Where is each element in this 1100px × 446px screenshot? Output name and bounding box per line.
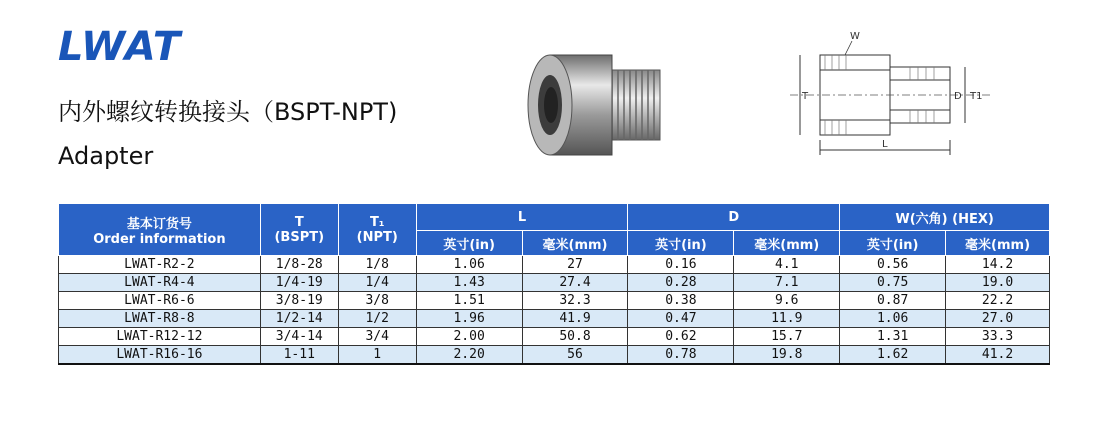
header-w-mm: 毫米(mm) (946, 231, 1050, 256)
cell-w-in: 1.31 (840, 328, 946, 346)
header-t-sub: (BSPT) (274, 229, 325, 245)
cell-w-mm: 41.2 (946, 346, 1050, 365)
table-row (59, 292, 1050, 310)
header-order-cn: 基本订货号 (126, 216, 192, 232)
cell-w-in: 1.62 (840, 346, 946, 365)
cell-d-mm: 11.9 (734, 310, 840, 328)
cell-l-in: 2.20 (416, 346, 522, 365)
cell-t1-thread: 1/4 (338, 274, 416, 292)
cell-t-thread: 1/8-28 (260, 256, 338, 274)
header-w-hex: W(六角) (HEX) (840, 204, 1050, 231)
cell-d-in: 0.78 (628, 346, 734, 365)
d-label: D (954, 91, 962, 102)
dimension-drawing (790, 25, 1000, 165)
cell-w-in: 0.56 (840, 256, 946, 274)
cell-order-number: LWAT-R16-16 (59, 346, 261, 365)
table-row (59, 328, 1050, 346)
cell-t-thread: 3/4-14 (260, 328, 338, 346)
cell-order-number: LWAT-R2-2 (59, 256, 261, 274)
cell-t-thread: 3/8-19 (260, 292, 338, 310)
cell-d-in: 0.38 (628, 292, 734, 310)
product-photo (520, 35, 670, 175)
product-title-cn: 内外螺纹转换接头（BSPT-NPT) (58, 98, 398, 126)
cell-w-mm: 14.2 (946, 256, 1050, 274)
cell-l-mm: 56 (522, 346, 628, 365)
cell-l-mm: 27.4 (522, 274, 628, 292)
header-order-en: Order information (93, 231, 226, 247)
w-label: W (850, 31, 860, 42)
header-t1-label: T₁ (369, 214, 385, 230)
cell-t1-thread: 1 (338, 346, 416, 365)
cell-t1-thread: 3/8 (338, 292, 416, 310)
cell-l-in: 1.51 (416, 292, 522, 310)
cell-l-in: 2.00 (416, 328, 522, 346)
cell-l-mm: 41.9 (522, 310, 628, 328)
cell-w-mm: 19.0 (946, 274, 1050, 292)
header-l: L (416, 204, 628, 231)
cell-t1-thread: 1/2 (338, 310, 416, 328)
cell-l-in: 1.06 (416, 256, 522, 274)
cell-d-mm: 19.8 (734, 346, 840, 365)
cell-order-number: LWAT-R8-8 (59, 310, 261, 328)
cell-order-number: LWAT-R6-6 (59, 292, 261, 310)
cell-d-mm: 4.1 (734, 256, 840, 274)
cell-w-in: 1.06 (840, 310, 946, 328)
brand-logo: LWAT (58, 24, 182, 70)
specification-table (58, 203, 1050, 365)
cell-d-in: 0.28 (628, 274, 734, 292)
cell-t1-thread: 3/4 (338, 328, 416, 346)
header-t1 (338, 204, 416, 256)
cell-order-number: LWAT-R4-4 (59, 274, 261, 292)
cell-l-mm: 50.8 (522, 328, 628, 346)
header-t (260, 204, 338, 256)
t1-label: T1 (970, 91, 983, 102)
header-d-mm: 毫米(mm) (734, 231, 840, 256)
table-row (59, 346, 1050, 365)
product-title-en: Adapter (58, 142, 154, 170)
cell-w-in: 0.87 (840, 292, 946, 310)
cell-d-mm: 9.6 (734, 292, 840, 310)
l-label: L (882, 139, 888, 150)
header-order-info (59, 204, 261, 256)
cell-d-mm: 7.1 (734, 274, 840, 292)
header-l-mm: 毫米(mm) (522, 231, 628, 256)
table-row (59, 256, 1050, 274)
cell-w-mm: 33.3 (946, 328, 1050, 346)
cell-d-in: 0.62 (628, 328, 734, 346)
t-label: T (802, 91, 809, 102)
cell-l-mm: 27 (522, 256, 628, 274)
header-w-in: 英寸(in) (840, 231, 946, 256)
cell-t-thread: 1-11 (260, 346, 338, 365)
header-d-in: 英寸(in) (628, 231, 734, 256)
cell-l-in: 1.43 (416, 274, 522, 292)
cell-t-thread: 1/4-19 (260, 274, 338, 292)
cell-w-mm: 22.2 (946, 292, 1050, 310)
table-row (59, 310, 1050, 328)
cell-d-in: 0.47 (628, 310, 734, 328)
cell-l-in: 1.96 (416, 310, 522, 328)
header-t-label: T (294, 214, 304, 230)
table-row (59, 274, 1050, 292)
header-l-in: 英寸(in) (416, 231, 522, 256)
header-d: D (628, 204, 840, 231)
cell-l-mm: 32.3 (522, 292, 628, 310)
cell-w-mm: 27.0 (946, 310, 1050, 328)
cell-w-in: 0.75 (840, 274, 946, 292)
cell-t-thread: 1/2-14 (260, 310, 338, 328)
header-t1-sub: (NPT) (356, 229, 398, 245)
cell-d-mm: 15.7 (734, 328, 840, 346)
table-body (59, 256, 1050, 365)
cell-d-in: 0.16 (628, 256, 734, 274)
cell-order-number: LWAT-R12-12 (59, 328, 261, 346)
cell-t1-thread: 1/8 (338, 256, 416, 274)
